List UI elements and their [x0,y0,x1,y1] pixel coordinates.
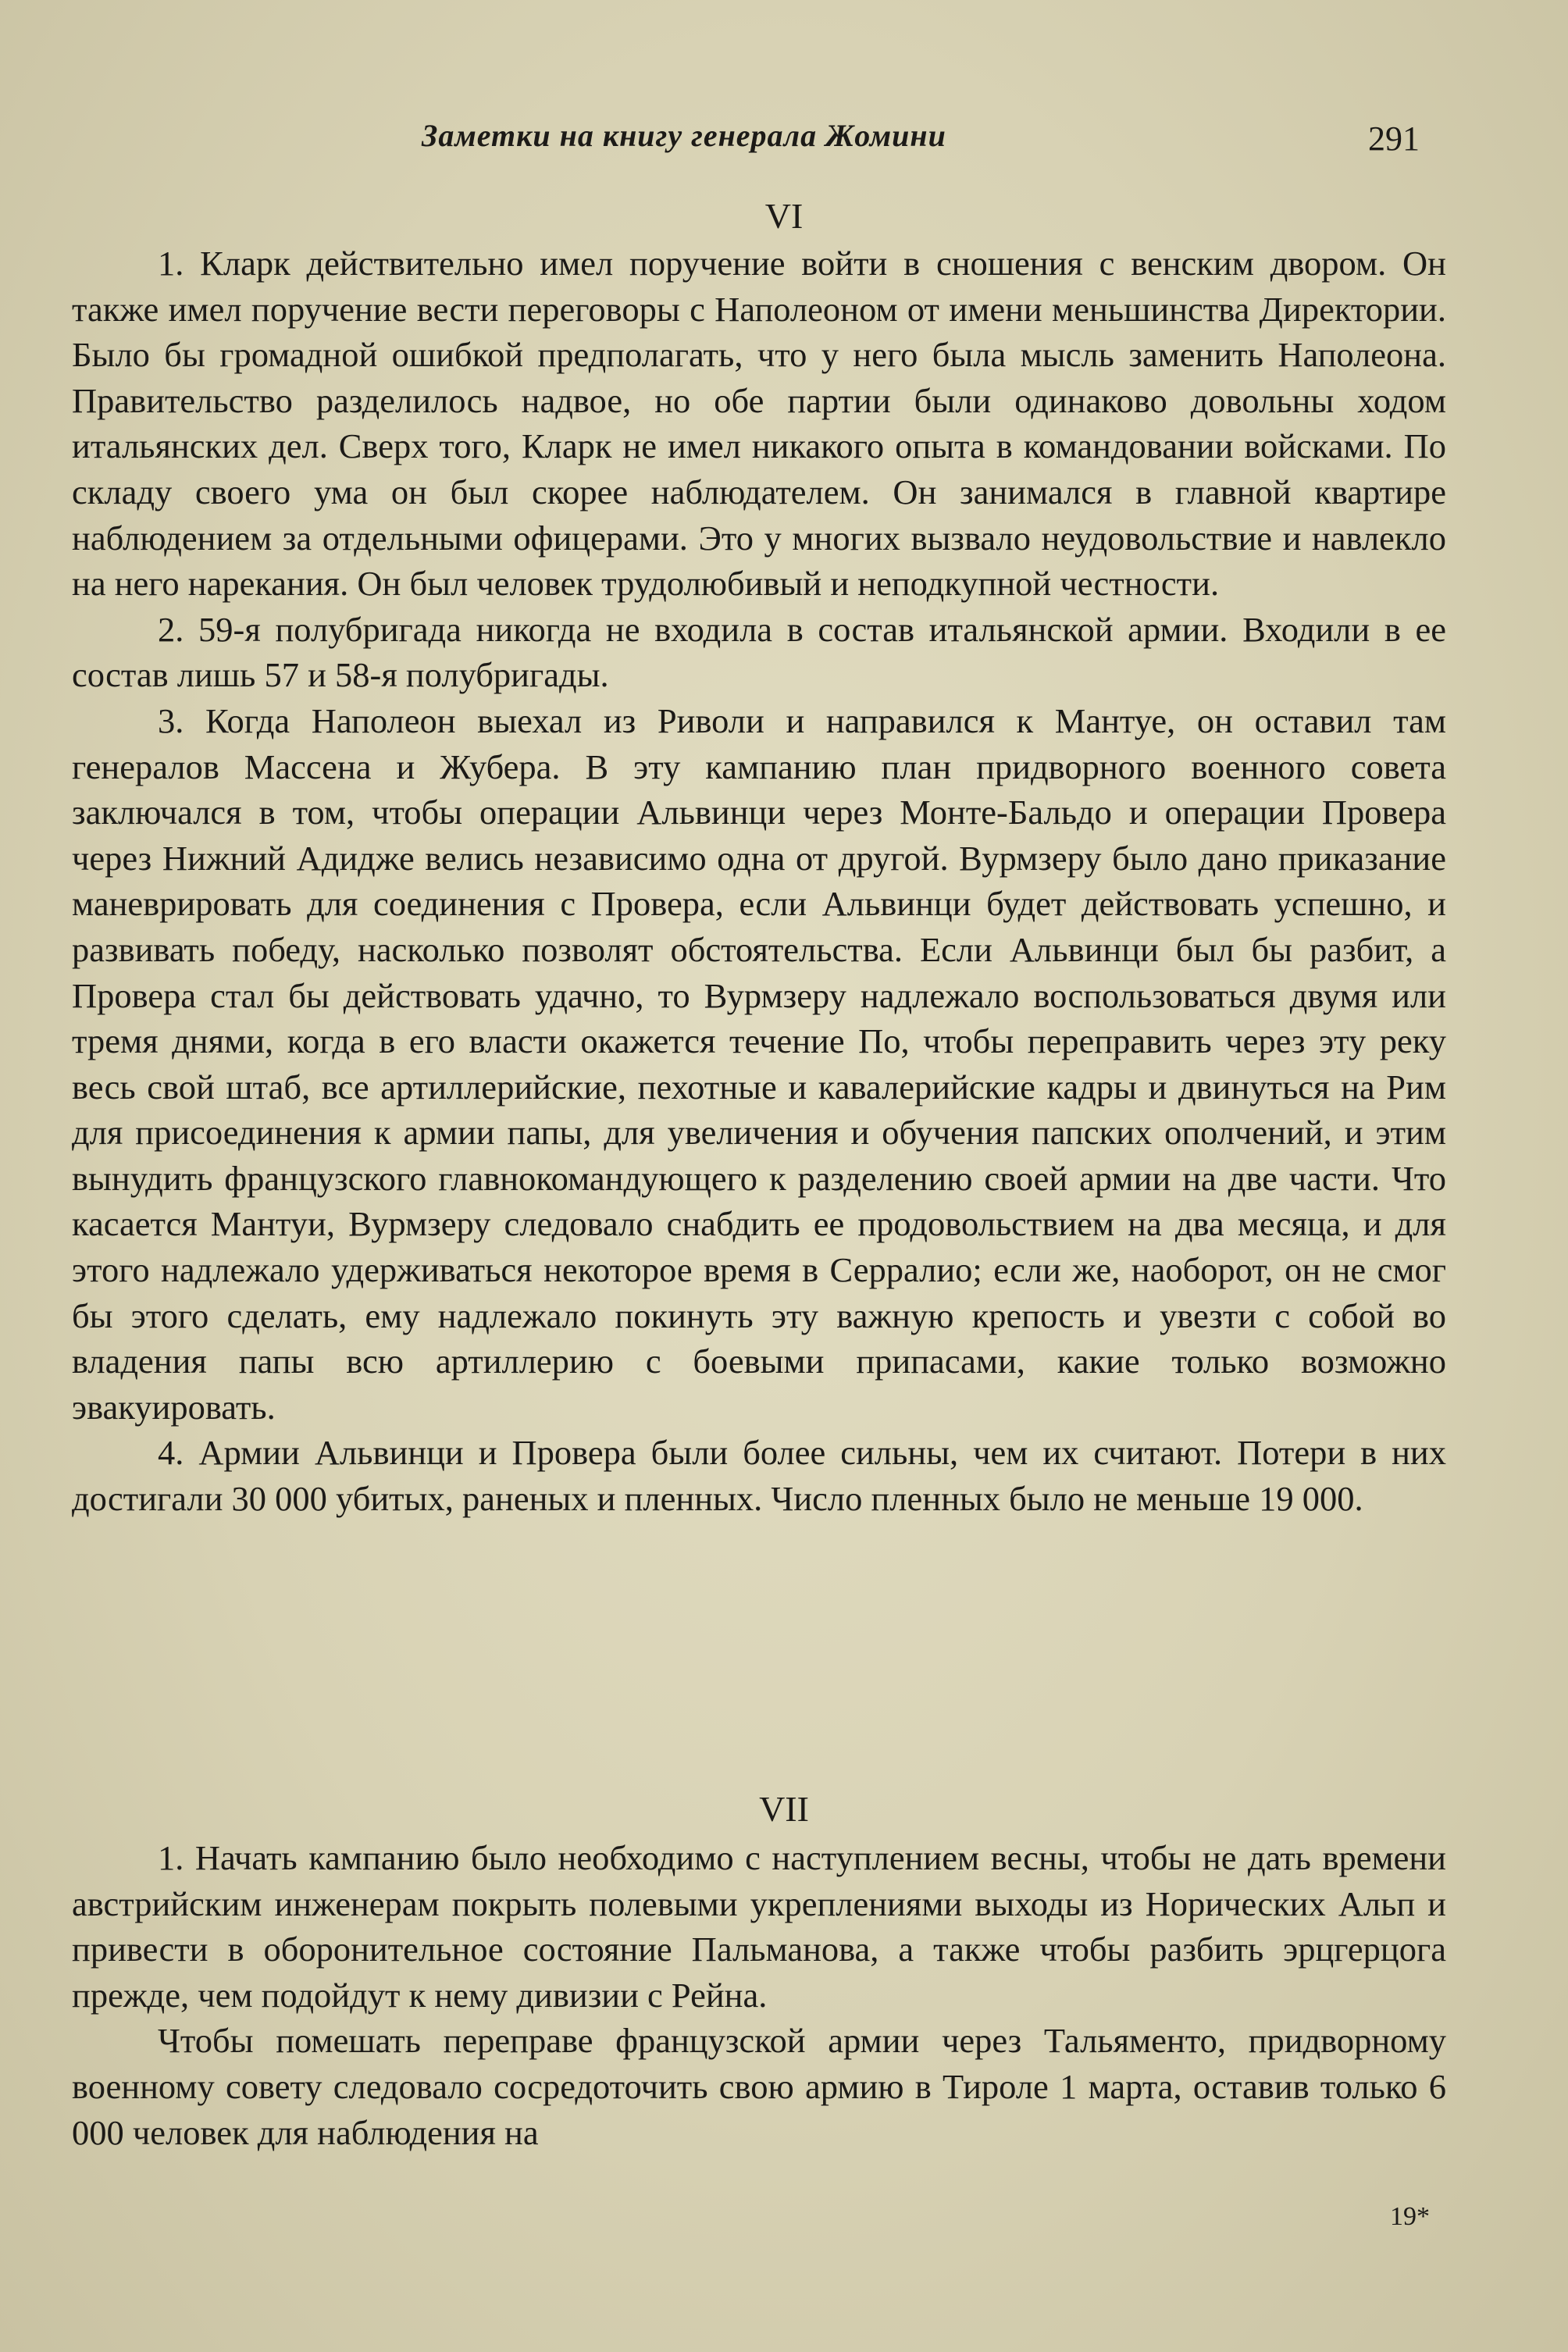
paragraph-vi-3: 3. Когда Наполеон выехал из Риволи и направился к Мантуе, он оставил там генералов Массена и Жубера. В эту кампанию план придворного военного совета заключался в том, чтобы операции Альвинци через Монте-Бальдо и операции Провера через Нижний Адидже велись независимо одна от другой. Вурмзеру было дано приказание маневрировать для соединения с Провера, если Альвинци будет действовать успешно, и развивать победу, насколько позволят обстоятельства. Если Альвинци был бы разбит, а Провера стал бы действовать удачно, то Вурмзеру надлежало воспользоваться двумя или тремя днями, когда в его власти окажется течение По, чтобы переправить через эту реку весь свой штаб, все артиллерийские, пехотные и кавалерийские кадры и двинуться на Рим для присоединения к армии папы, для увеличения и обучения папских ополчений, и этим вынудить французского главнокомандующего к разделению своей армии на две части. Что касается Мантуи, Вурмзеру следовало снабдить ее продовольствием на два месяца, и для этого надлежало удерживаться некоторое время в Серралио; если же, наоборот, он не смог бы этого сделать, ему надлежало покинуть эту важную крепость и увезти с собой во владения папы всю артиллерию с боевыми припасами, какие только возможно эвакуировать. [72,700,1446,1427]
paragraph-vii-2: Чтобы помешать переправе французской армии через Тальяменто, придворному военному совету следовало сосредоточить свою армию в Тироле 1 марта, оставив только 6 000 человек для наблюдения на [72,2021,1446,2152]
paragraph-vi-2: 2. 59-я полубригада никогда не входила в состав итальянской армии. Входили в ее состав лишь 57 и 58-я полубригады. [72,609,1446,695]
section-heading-vi: VI [764,196,804,236]
running-title: Заметки на книгу генерала Жомини [422,118,946,153]
paragraph-vii-1: 1. Начать кампанию было необходимо с наступлением весны, чтобы не дать времени австрийским инженерам покрыть полевыми укреплениями выходы из Норических Альп и привести в оборонительное состояние Пальманова, а также чтобы разбить эрцгерцога прежде, чем подойдут к нему дивизии с Рейна. [72,1838,1446,2015]
page-number: 291 [1368,119,1420,158]
section-vii-body [72,1835,1446,2155]
section-vi-body [72,241,1446,1522]
paragraph-vi-1: 1. Кларк действительно имел поручение войти в сношения с венским двором. Он также имел поручение вести переговоры с Наполеоном от имени меньшинства Директории. Было бы громадной ошибкой предполагать, что у него была мысль заменить Наполеона. Правительство разделилось надвое, но обе партии были одинаково довольны ходом итальянских дел. Сверх того, Кларк не имел никакого опыта в командовании войсками. По складу своего ума он был скорее наблюдателем. Он занимался в главной квартире наблюдением за отдельными офицерами. Это у многих вызвало неудовольствие и навлекло на него нарекания. Он был человек трудолюбивый и неподкупной честности. [72,244,1446,604]
signature-mark: 19* [1390,2202,1430,2231]
paragraph-vi-4: 4. Армии Альвинци и Провера были более сильны, чем их считают. Потери в них достигали 30 000 убитых, раненых и пленных. Число пленных было не меньше 19 000. [72,1433,1446,1519]
section-heading-vii: VII [759,1789,809,1829]
